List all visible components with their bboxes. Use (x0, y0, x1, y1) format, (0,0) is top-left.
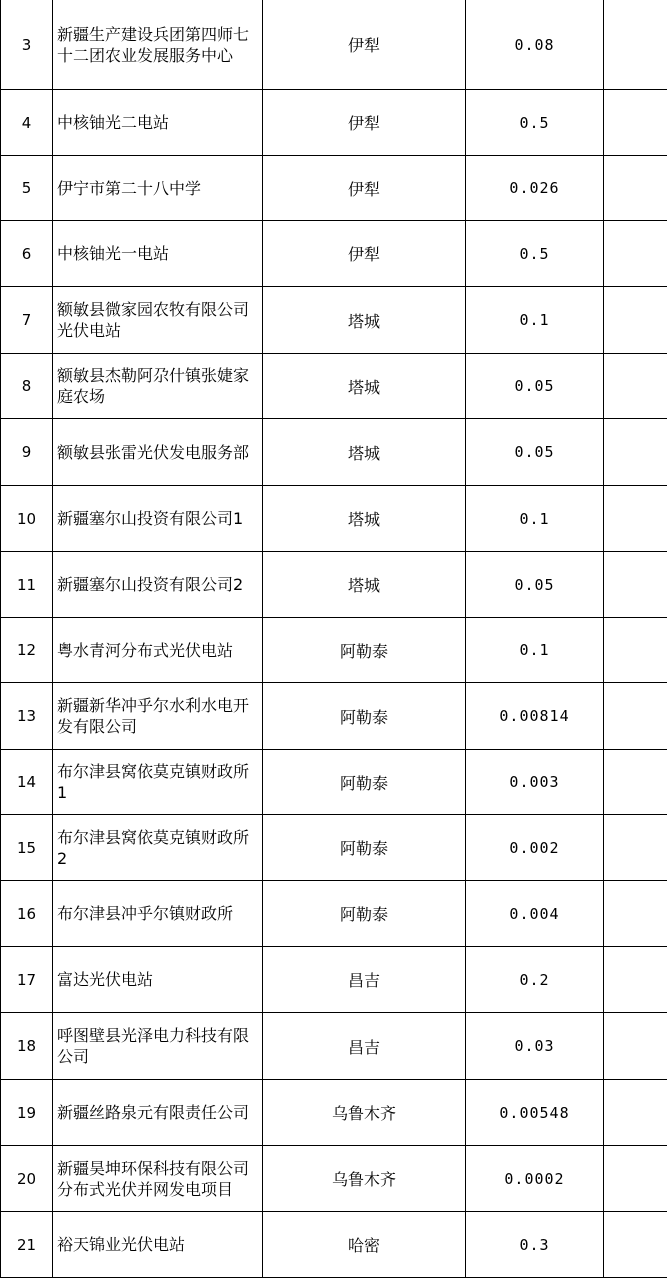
row-number-cell: 14 (1, 750, 53, 815)
table-row (1, 1146, 667, 1212)
table-row (1, 552, 667, 618)
station-name-cell (53, 354, 263, 419)
station-name-text: 呼图壁县光泽电力科技有限公司 (53, 1025, 262, 1067)
station-name-cell (53, 618, 263, 683)
region-cell: 伊犁 (263, 0, 466, 90)
station-name-text: 额敏县杰勒阿尕什镇张婕家庭农场 (53, 365, 262, 407)
row-number-cell: 15 (1, 815, 53, 881)
station-name-cell (53, 683, 263, 750)
table-row (1, 881, 667, 947)
station-name-text: 布尔津县窝依莫克镇财政所1 (53, 761, 262, 803)
capacity-cell: 0.08 (466, 0, 604, 90)
station-name-text: 新疆生产建设兵团第四师七十二团农业发展服务中心 (53, 24, 262, 66)
table-row (1, 750, 667, 815)
station-name-cell (53, 0, 263, 90)
table-row (1, 815, 667, 881)
table-row (1, 486, 667, 552)
capacity-cell: 0.004 (466, 881, 604, 947)
empty-cell (604, 419, 667, 486)
region-cell: 塔城 (263, 354, 466, 419)
empty-cell (604, 1146, 667, 1212)
region-cell: 阿勒泰 (263, 750, 466, 815)
empty-cell (604, 0, 667, 90)
station-name-text: 新疆塞尔山投资有限公司2 (53, 574, 262, 595)
region-cell: 塔城 (263, 552, 466, 618)
row-number-cell: 11 (1, 552, 53, 618)
station-name-text: 富达光伏电站 (53, 969, 262, 990)
capacity-cell: 0.00548 (466, 1080, 604, 1146)
region-cell: 塔城 (263, 419, 466, 486)
table-row (1, 221, 667, 287)
empty-cell (604, 221, 667, 287)
capacity-cell: 0.00814 (466, 683, 604, 750)
capacity-cell: 0.3 (466, 1212, 604, 1278)
row-number-cell: 10 (1, 486, 53, 552)
table-row (1, 1212, 667, 1278)
empty-cell (604, 881, 667, 947)
capacity-cell: 0.0002 (466, 1146, 604, 1212)
row-number-cell: 7 (1, 287, 53, 354)
station-name-text: 新疆昊坤环保科技有限公司分布式光伏并网发电项目 (53, 1158, 262, 1200)
capacity-cell: 0.002 (466, 815, 604, 881)
capacity-cell: 0.003 (466, 750, 604, 815)
row-number-cell: 8 (1, 354, 53, 419)
row-number-cell: 12 (1, 618, 53, 683)
empty-cell (604, 1013, 667, 1080)
empty-cell (604, 90, 667, 156)
empty-cell (604, 683, 667, 750)
row-number-cell: 17 (1, 947, 53, 1013)
station-name-cell (53, 1013, 263, 1080)
region-cell: 阿勒泰 (263, 815, 466, 881)
row-number-cell: 20 (1, 1146, 53, 1212)
table-row (1, 419, 667, 486)
station-name-cell (53, 486, 263, 552)
capacity-cell: 0.026 (466, 156, 604, 221)
station-name-cell (53, 552, 263, 618)
station-name-text: 伊宁市第二十八中学 (53, 178, 262, 199)
station-name-text: 新疆丝路泉元有限责任公司 (53, 1102, 262, 1123)
station-name-cell (53, 419, 263, 486)
empty-cell (604, 947, 667, 1013)
region-cell: 伊犁 (263, 156, 466, 221)
capacity-cell: 0.5 (466, 221, 604, 287)
row-number-cell: 18 (1, 1013, 53, 1080)
station-name-text: 中核铀光一电站 (53, 243, 262, 264)
row-number-cell: 4 (1, 90, 53, 156)
station-name-text: 额敏县微家园农牧有限公司光伏电站 (53, 299, 262, 341)
empty-cell (604, 750, 667, 815)
capacity-cell: 0.05 (466, 354, 604, 419)
table-row (1, 947, 667, 1013)
row-number-cell: 6 (1, 221, 53, 287)
station-name-cell (53, 1080, 263, 1146)
empty-cell (604, 486, 667, 552)
station-name-cell (53, 947, 263, 1013)
empty-cell (604, 552, 667, 618)
region-cell: 昌吉 (263, 947, 466, 1013)
station-table-body (1, 0, 667, 1278)
region-cell: 阿勒泰 (263, 618, 466, 683)
station-name-text: 布尔津县冲乎尔镇财政所 (53, 903, 262, 924)
capacity-cell: 0.05 (466, 419, 604, 486)
row-number-cell: 13 (1, 683, 53, 750)
station-name-text: 中核铀光二电站 (53, 112, 262, 133)
capacity-cell: 0.2 (466, 947, 604, 1013)
station-name-cell (53, 221, 263, 287)
table-row (1, 354, 667, 419)
table-row (1, 1013, 667, 1080)
station-name-cell (53, 881, 263, 947)
region-cell: 乌鲁木齐 (263, 1080, 466, 1146)
region-cell: 阿勒泰 (263, 683, 466, 750)
region-cell: 塔城 (263, 486, 466, 552)
station-name-cell (53, 156, 263, 221)
capacity-cell: 0.03 (466, 1013, 604, 1080)
region-cell: 塔城 (263, 287, 466, 354)
empty-cell (604, 618, 667, 683)
row-number-cell: 21 (1, 1212, 53, 1278)
region-cell: 伊犁 (263, 90, 466, 156)
station-name-cell (53, 815, 263, 881)
capacity-cell: 0.1 (466, 618, 604, 683)
table-row (1, 156, 667, 221)
table-row (1, 618, 667, 683)
empty-cell (604, 354, 667, 419)
region-cell: 昌吉 (263, 1013, 466, 1080)
table-row (1, 683, 667, 750)
station-name-text: 粤水青河分布式光伏电站 (53, 640, 262, 661)
station-name-text: 额敏县张雷光伏发电服务部 (53, 442, 262, 463)
row-number-cell: 5 (1, 156, 53, 221)
empty-cell (604, 1080, 667, 1146)
table-row (1, 287, 667, 354)
table-row (1, 0, 667, 90)
empty-cell (604, 156, 667, 221)
capacity-cell: 0.1 (466, 486, 604, 552)
region-cell: 哈密 (263, 1212, 466, 1278)
capacity-cell: 0.5 (466, 90, 604, 156)
station-name-text: 裕天锦业光伏电站 (53, 1234, 262, 1255)
station-name-cell (53, 1146, 263, 1212)
station-name-cell (53, 1212, 263, 1278)
station-name-cell (53, 90, 263, 156)
table-row (1, 90, 667, 156)
row-number-cell: 16 (1, 881, 53, 947)
region-cell: 乌鲁木齐 (263, 1146, 466, 1212)
region-cell: 伊犁 (263, 221, 466, 287)
station-name-cell (53, 287, 263, 354)
empty-cell (604, 815, 667, 881)
table-row (1, 1080, 667, 1146)
row-number-cell: 19 (1, 1080, 53, 1146)
station-name-text: 新疆塞尔山投资有限公司1 (53, 508, 262, 529)
row-number-cell: 3 (1, 0, 53, 90)
region-cell: 阿勒泰 (263, 881, 466, 947)
station-name-text: 布尔津县窝依莫克镇财政所2 (53, 827, 262, 869)
station-name-cell (53, 750, 263, 815)
capacity-cell: 0.05 (466, 552, 604, 618)
row-number-cell: 9 (1, 419, 53, 486)
station-name-text: 新疆新华冲乎尔水利水电开发有限公司 (53, 695, 262, 737)
empty-cell (604, 287, 667, 354)
empty-cell (604, 1212, 667, 1278)
capacity-cell: 0.1 (466, 287, 604, 354)
